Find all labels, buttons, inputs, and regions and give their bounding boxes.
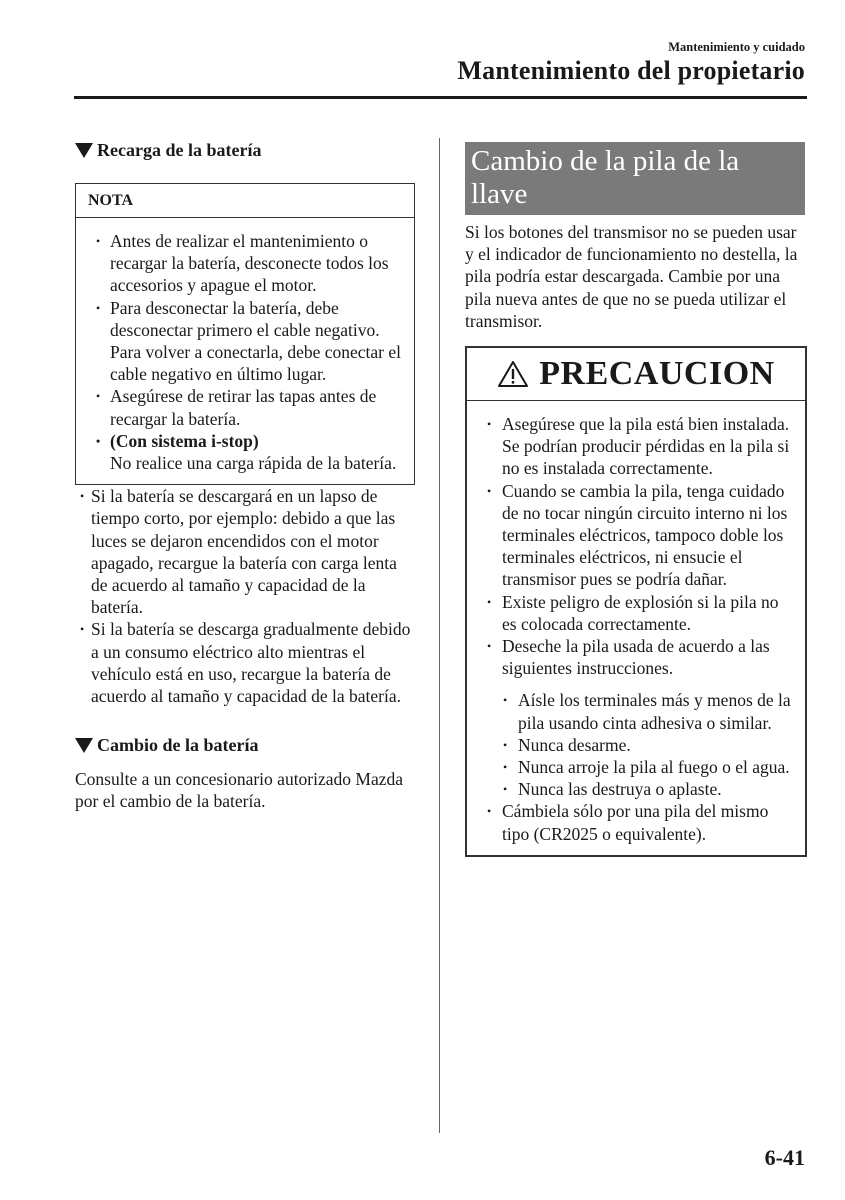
caution-item [477, 591, 795, 635]
caution-subitem-text: Nunca arroje la pila al fuego o el agua. [518, 757, 790, 778]
caution-list [467, 401, 805, 689]
page-title: Mantenimiento del propietario [457, 56, 805, 85]
caution-subitem-text: Aísle los terminales más y menos de la pila usando cinta adhesiva o similar. [518, 690, 791, 733]
note-item-text: Asegúrese de retirar las tapas antes de recargar la batería. [110, 386, 377, 429]
caution-item-text: Deseche la pila usada de acuerdo a las siguientes instrucciones. [502, 636, 770, 679]
section-heading-battery-replace [75, 735, 415, 756]
key-battery-heading: Cambio de la pila de la llave [465, 142, 805, 215]
bullet-icon: • [96, 234, 101, 248]
caution-header [467, 348, 805, 401]
list-item [75, 485, 415, 618]
caution-subitem [477, 756, 795, 778]
section-heading-battery-recharge [75, 140, 415, 161]
page-number: 6-41 [764, 1145, 805, 1170]
caution-list-final [467, 800, 805, 854]
bullet-icon: • [503, 693, 508, 708]
chapter-label: Mantenimiento y cuidado [668, 40, 805, 54]
bullet-icon: • [503, 737, 508, 752]
key-battery-paragraph: Si los botones del transmisor no se pueden usar y el indicador de funcionamiento no destella, la pila podría estar descargada. Cambie por una pila nueva antes de que no se pueda utilizar el transmisor. [465, 222, 798, 331]
note-item-bold: (Con sistema i-stop) [110, 430, 259, 451]
note-list [76, 218, 414, 484]
bullet-icon: • [503, 782, 508, 797]
caution-item-text: Cámbiela sólo por una pila del mismo tipo (CR2025 o equivalente). [502, 801, 769, 844]
note-item [88, 385, 402, 429]
bullet-icon: • [80, 622, 85, 637]
caution-item-text: Cuando se cambia la pila, tenga cuidado de no tocar ningún circuito interno ni los terminales eléctricos, tampoco doble los terminales eléctricos, ni ensucie el transmisor pues se podría dañar. [502, 480, 788, 590]
bullet-icon: • [487, 639, 492, 654]
note-item [88, 297, 402, 386]
bullet-icon: • [487, 594, 492, 609]
bullet-icon: • [487, 804, 492, 819]
caution-item [477, 800, 795, 844]
down-triangle-icon [75, 738, 93, 753]
note-title: NOTA [76, 184, 414, 218]
bullet-icon: • [487, 483, 492, 498]
battery-replace-paragraph: Consulte a un concesionario autorizado Mazda por el cambio de la batería. [75, 769, 404, 812]
down-triangle-icon [75, 143, 93, 158]
column-divider [439, 138, 440, 1133]
right-column [465, 142, 807, 857]
section-heading-text: Cambio de la batería [97, 735, 259, 756]
note-box [75, 183, 415, 485]
caution-item [477, 480, 795, 591]
caution-sublist [467, 689, 805, 800]
bullet-icon: • [96, 389, 101, 404]
bullet-icon: • [503, 760, 508, 775]
caution-subitem-text: Nunca desarme. [518, 734, 631, 755]
caution-item-text: Asegúrese que la pila está bien instalada. Se podrían producir pérdidas en la pila si no es instalada correctamente. [502, 414, 790, 479]
note-item-text: Antes de realizar el mantenimiento o recargar la batería, desconecte todos los accesorios y apague el motor. [110, 231, 389, 296]
bullet-icon: • [487, 417, 492, 432]
list-item-text: Si la batería se descarga gradualmente debido a un consumo eléctrico alto mientras el vehículo está en uso, recargue la batería de acuerdo al tamaño y capacidad de la batería. [91, 619, 411, 707]
list-item [75, 618, 415, 707]
header-divider [74, 96, 807, 99]
caution-subitem [477, 734, 795, 756]
note-item [88, 230, 402, 297]
section-heading-text: Recarga de la batería [97, 140, 262, 160]
caution-item-text: Existe peligro de explosión si la pila no es colocada correctamente. [502, 591, 779, 634]
note-item [88, 430, 402, 474]
left-column [75, 140, 415, 813]
bullet-icon: • [96, 433, 101, 448]
caution-box [465, 346, 807, 857]
warning-triangle-icon [497, 360, 529, 388]
caution-subitem [477, 689, 795, 733]
bullet-icon: • [80, 489, 85, 504]
bullet-icon: • [96, 300, 101, 315]
note-item-text: Para desconectar la batería, debe desconectar primero el cable negativo. Para volver a conectarla, debe conectar el cable negativo en último lugar. [110, 297, 402, 385]
caution-item [477, 413, 795, 480]
caution-subitem [477, 778, 795, 800]
note-item-text: No realice una carga rápida de la batería. [110, 453, 397, 474]
caution-item [477, 635, 795, 679]
list-item-text: Si la batería se descargará en un lapso de tiempo corto, por ejemplo: debido a que las luces se dejaron encendidos con el motor apagado, recargue la batería con carga lenta de acuerdo al tamaño y capacidad de la batería. [91, 486, 397, 618]
caution-subitem-text: Nunca las destruya o aplaste. [518, 779, 722, 800]
recharge-list [75, 485, 415, 707]
caution-title: PRECAUCION [539, 355, 775, 393]
